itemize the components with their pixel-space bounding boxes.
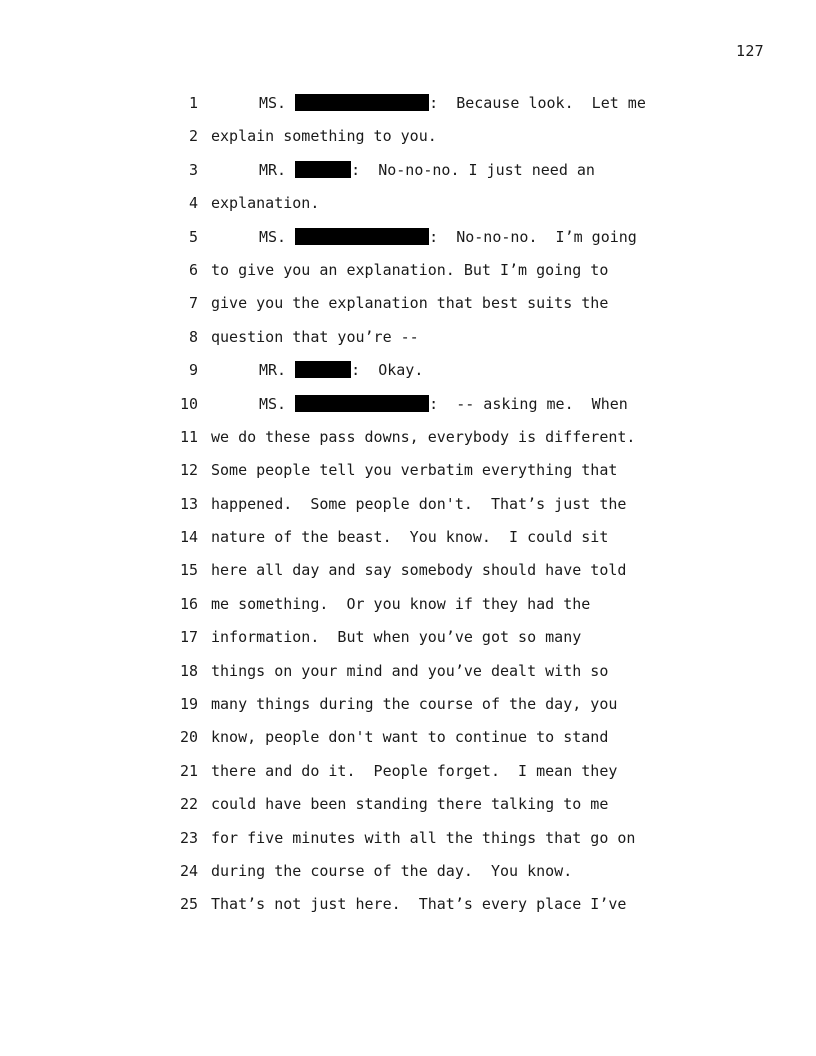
line-text: : -- asking me. When [429, 394, 628, 413]
redacted-name [295, 361, 351, 378]
transcript-line [0, 454, 816, 487]
transcript-line [0, 621, 816, 654]
transcript-line [0, 321, 816, 354]
line-text: for five minutes with all the things that go on [211, 828, 636, 847]
line-text: there and do it. People forget. I mean they [211, 761, 618, 780]
line-number: 24 [179, 861, 198, 880]
transcript-line [0, 354, 816, 387]
redacted-name [295, 161, 351, 178]
line-number: 6 [188, 260, 198, 279]
transcript-line [0, 521, 816, 554]
line-text: things on your mind and you’ve dealt with so [211, 661, 609, 680]
redacted-name [295, 94, 429, 111]
redacted-name [295, 395, 429, 412]
transcript-line [0, 888, 816, 921]
line-text: during the course of the day. You know. [211, 861, 573, 880]
line-text: : No-no-no. I’m going [429, 227, 637, 246]
line-number: 10 [179, 394, 198, 413]
transcript-line [0, 755, 816, 788]
line-number: 7 [188, 294, 198, 313]
speaker-title: MR. [259, 160, 287, 179]
line-text: me something. Or you know if they had the [211, 594, 591, 613]
speaker-line [259, 388, 628, 421]
transcript-line [0, 187, 816, 220]
line-text: information. But when you’ve got so many [211, 628, 582, 647]
transcript-line [0, 655, 816, 688]
transcript-line [0, 721, 816, 754]
speaker-title: MS. [259, 94, 287, 112]
redacted-name [295, 228, 429, 245]
line-number: 2 [188, 127, 198, 146]
line-text: give you the explanation that best suits the [211, 294, 609, 313]
line-number: 1 [188, 94, 198, 112]
transcript-line [0, 87, 816, 120]
transcript-line [0, 788, 816, 821]
line-number: 14 [179, 528, 198, 547]
line-number: 22 [179, 795, 198, 814]
line-text: That’s not just here. That’s every place I’ve [211, 895, 627, 914]
speaker-line [259, 221, 637, 254]
line-text: : Because look. Let me [429, 94, 646, 112]
transcript-line [0, 154, 816, 187]
line-number: 21 [179, 761, 198, 780]
line-text: explanation. [211, 194, 320, 213]
line-number: 3 [188, 160, 198, 179]
transcript-line [0, 822, 816, 855]
line-number: 12 [179, 461, 198, 480]
transcript-line [0, 554, 816, 587]
transcript-body [0, 87, 816, 922]
transcript-line [0, 488, 816, 521]
transcript-line [0, 388, 816, 421]
line-number: 9 [188, 361, 198, 380]
line-number: 4 [188, 194, 198, 213]
speaker-line [259, 87, 646, 120]
line-number: 18 [179, 661, 198, 680]
line-text: question that you’re -- [211, 327, 419, 346]
line-text: to give you an explanation. But I’m going to [211, 260, 609, 279]
line-text: happened. Some people don't. That’s just the [211, 494, 627, 513]
line-text: could have been standing there talking to me [211, 795, 609, 814]
line-number: 5 [188, 227, 198, 246]
transcript-line [0, 254, 816, 287]
line-number: 17 [179, 628, 198, 647]
line-text: explain something to you. [211, 127, 437, 146]
line-number: 11 [179, 427, 198, 446]
line-text: Some people tell you verbatim everything that [211, 461, 618, 480]
line-text: nature of the beast. You know. I could sit [211, 528, 609, 547]
line-text: many things during the course of the day, you [211, 695, 618, 714]
line-number: 20 [179, 728, 198, 747]
speaker-title: MS. [259, 394, 287, 413]
speaker-title: MR. [259, 361, 287, 380]
line-number: 23 [179, 828, 198, 847]
transcript-line [0, 688, 816, 721]
line-number: 16 [179, 594, 198, 613]
transcript-line [0, 421, 816, 454]
transcript-line [0, 855, 816, 888]
line-number: 19 [179, 695, 198, 714]
speaker-line [259, 354, 423, 387]
line-text: : No-no-no. I just need an [351, 160, 595, 179]
transcript-line [0, 221, 816, 254]
line-number: 13 [179, 494, 198, 513]
page-number: 127 [736, 42, 764, 60]
line-number: 15 [179, 561, 198, 580]
speaker-title: MS. [259, 227, 287, 246]
line-text: we do these pass downs, everybody is different. [211, 427, 636, 446]
line-text: : Okay. [351, 361, 424, 380]
line-text: know, people don't want to continue to stand [211, 728, 609, 747]
transcript-line [0, 120, 816, 153]
transcript-line [0, 287, 816, 320]
line-number: 25 [179, 895, 198, 914]
line-number: 8 [188, 327, 198, 346]
speaker-line [259, 154, 595, 187]
transcript-line [0, 588, 816, 621]
line-text: here all day and say somebody should have told [211, 561, 627, 580]
